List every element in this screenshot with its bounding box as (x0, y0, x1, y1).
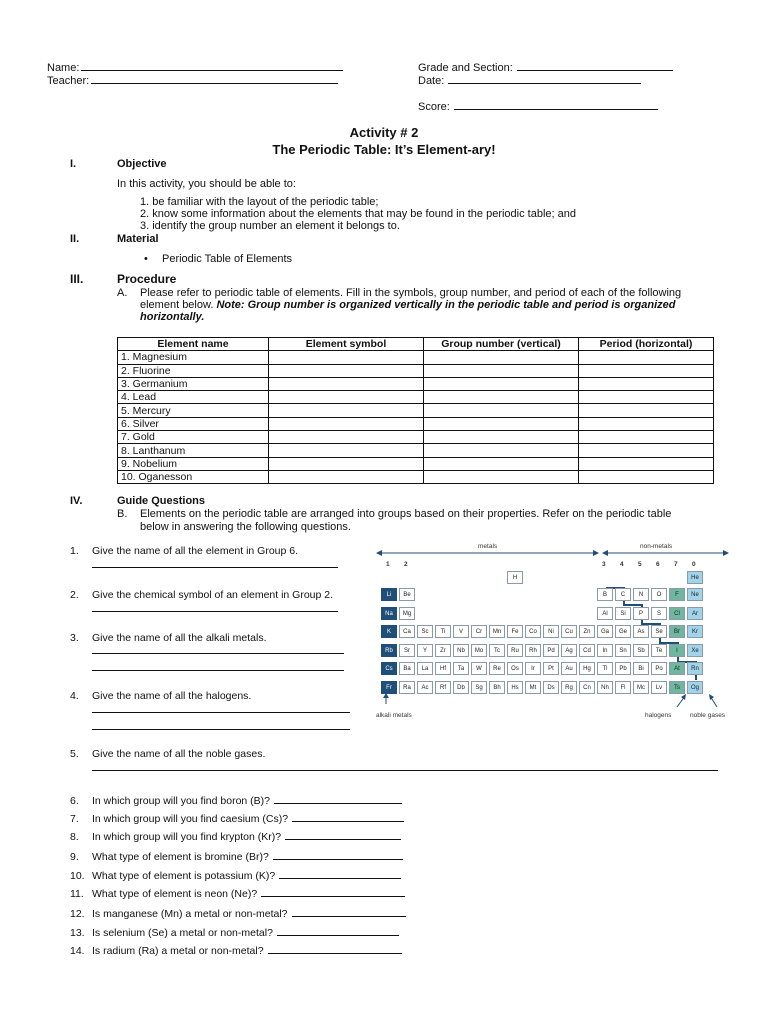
element-name-cell: 3. Germanium (118, 377, 269, 390)
element-cell: Mg (399, 607, 415, 620)
element-cell: Cl (669, 607, 685, 620)
element-cell: S (651, 607, 667, 620)
element-symbol-cell[interactable] (269, 417, 424, 430)
material-heading: Material (117, 233, 159, 245)
element-cell: Na (381, 607, 397, 620)
question-8 (70, 829, 401, 843)
element-cell: Ge (615, 625, 631, 638)
question-13 (70, 925, 399, 939)
question-number: 13. (70, 927, 85, 939)
element-cell: O (651, 588, 667, 601)
element-cell: Ir (525, 662, 541, 675)
element-symbol-cell[interactable] (269, 391, 424, 404)
procedure-a-line3: horizontally. (140, 311, 205, 323)
objective-item-1: 1. be familiar with the layout of the periodic table; (140, 196, 379, 208)
noble-gases-label: noble gases (690, 712, 726, 719)
group-number-label: 7 (674, 561, 678, 568)
col-element-symbol: Element symbol (269, 338, 424, 351)
element-cell: B (597, 588, 613, 601)
element-cell: Nb (453, 644, 469, 657)
group-number-cell[interactable] (424, 431, 579, 444)
answer-line[interactable] (268, 943, 402, 954)
question-text: Give the chemical symbol of an element in Group 2. (92, 589, 334, 601)
group-number-cell[interactable] (424, 457, 579, 470)
element-cell: H (507, 571, 523, 584)
activity-number: Activity # 2 (349, 125, 419, 140)
answer-line[interactable] (261, 886, 405, 897)
element-table (117, 337, 714, 484)
element-cell: La (417, 662, 433, 675)
question-number: 7. (70, 813, 79, 825)
group-number-label: 1 (386, 561, 390, 568)
element-cell: Rb (381, 644, 397, 657)
element-cell: Be (399, 588, 415, 601)
element-cell: Bh (489, 681, 505, 694)
answer-line[interactable] (273, 849, 403, 860)
element-cell: Nh (597, 681, 613, 694)
halogens-label: halogens (645, 712, 672, 719)
question-text: Is manganese (Mn) a metal or non-metal? (92, 908, 288, 920)
element-cell: Re (489, 662, 505, 675)
periodic-table-figure (372, 540, 744, 720)
element-cell: Ga (597, 625, 613, 638)
group-number-cell[interactable] (424, 351, 579, 364)
group-number-cell[interactable] (424, 404, 579, 417)
section-i-number: I. (70, 158, 77, 170)
group-number-cell[interactable] (424, 391, 579, 404)
table-row (118, 417, 714, 430)
element-cell: Rn (687, 662, 703, 675)
element-cell: Ts (669, 681, 685, 694)
group-number-cell[interactable] (424, 377, 579, 390)
question-number: 4. (70, 690, 79, 702)
element-name-cell: 4. Lead (118, 391, 269, 404)
element-symbol-cell[interactable] (269, 364, 424, 377)
question-7 (70, 811, 404, 825)
element-cell: W (471, 662, 487, 675)
name-field[interactable]: Name: (47, 60, 343, 74)
question-14 (70, 943, 402, 957)
group-number-cell[interactable] (424, 364, 579, 377)
guide-questions-heading: Guide Questions (117, 495, 206, 507)
element-cell: Hs (507, 681, 523, 694)
element-cell: Zn (579, 625, 595, 638)
group-number-label: 4 (620, 561, 624, 568)
element-cell: Ti (435, 625, 451, 638)
procedure-a-label: A. (117, 287, 128, 299)
element-cell: Mt (525, 681, 541, 694)
answer-line[interactable] (92, 567, 338, 568)
objective-item-2: 2. know some information about the elements that may be found in the periodic table; and (140, 208, 576, 220)
question-11 (70, 886, 405, 900)
element-cell: Ra (399, 681, 415, 694)
guide-b-line2: below in answering the following questions. (140, 521, 351, 533)
element-cell: Sr (399, 644, 415, 657)
period-cell[interactable] (579, 404, 714, 417)
element-cell: Te (651, 644, 667, 657)
section-ii-number: II. (70, 233, 80, 245)
element-cell: At (669, 662, 685, 675)
element-cell: Pb (615, 662, 631, 675)
element-name-cell: 6. Silver (118, 417, 269, 430)
question-text: Is radium (Ra) a metal or non-metal? (92, 945, 264, 957)
element-cell: Os (507, 662, 523, 675)
element-cell: V (453, 625, 469, 638)
element-cell: Ag (561, 644, 577, 657)
group-number-cell[interactable] (424, 470, 579, 483)
procedure-a-line2: element below. Note: Group number is organized vertically in the periodic table and period is organized (140, 299, 676, 311)
element-cell: Li (381, 588, 397, 601)
answer-line[interactable] (92, 611, 338, 612)
element-cell: Og (687, 681, 703, 694)
question-number: 3. (70, 632, 79, 644)
question-10 (70, 868, 401, 882)
period-cell[interactable] (579, 417, 714, 430)
element-symbol-cell[interactable] (269, 470, 424, 483)
teacher-field[interactable]: Teacher: (47, 73, 338, 87)
question-text: What type of element is neon (Ne)? (92, 888, 258, 900)
question-9 (70, 849, 403, 863)
question-text: Give the name of all the halogens. (92, 690, 252, 702)
question-4 (70, 690, 251, 702)
element-cell: Zr (435, 644, 451, 657)
element-cell: Sb (633, 644, 649, 657)
procedure-heading: Procedure (117, 272, 177, 286)
element-name-cell: 5. Mercury (118, 404, 269, 417)
question-text: What type of element is potassium (K)? (92, 870, 276, 882)
element-symbol-cell[interactable] (269, 444, 424, 457)
answer-line[interactable] (92, 653, 344, 654)
element-name-cell: 7. Gold (118, 431, 269, 444)
question-2 (70, 589, 333, 601)
group-number-label: 3 (602, 561, 606, 568)
table-row (118, 444, 714, 457)
period-cell[interactable] (579, 457, 714, 470)
period-cell[interactable] (579, 377, 714, 390)
element-cell: Rg (561, 681, 577, 694)
question-number: 6. (70, 795, 79, 807)
element-symbol-cell[interactable] (269, 351, 424, 364)
element-cell: N (633, 588, 649, 601)
table-row (118, 391, 714, 404)
element-cell: Cd (579, 644, 595, 657)
table-row (118, 457, 714, 470)
question-6 (70, 793, 402, 807)
group-number-label: 6 (656, 561, 660, 568)
element-cell: I (669, 644, 685, 657)
element-cell: Pt (543, 662, 559, 675)
question-text: What type of element is bromine (Br)? (92, 851, 269, 863)
element-cell: Cn (579, 681, 595, 694)
element-cell: Hg (579, 662, 595, 675)
element-cell: He (687, 571, 703, 584)
metals-label: metals (478, 543, 498, 550)
objective-item-3: 3. identify the group number an element it belongs to. (140, 220, 400, 232)
element-cell: Ba (399, 662, 415, 675)
period-cell[interactable] (579, 391, 714, 404)
element-cell: Al (597, 607, 613, 620)
question-text: Give the name of all the noble gases. (92, 748, 266, 760)
question-text: In which group will you find krypton (Kr)? (92, 831, 282, 843)
period-cell[interactable] (579, 364, 714, 377)
question-text: Give the name of all the element in Group 6. (92, 545, 299, 557)
procedure-a-line1: Please refer to periodic table of elements. Fill in the symbols, group number, and period of each of the following (140, 287, 682, 299)
question-number: 11. (70, 888, 84, 900)
element-cell: P (633, 607, 649, 620)
element-cell: Po (651, 662, 667, 675)
objective-heading: Objective (117, 158, 167, 170)
element-cell: Tl (597, 662, 613, 675)
element-cell: Br (669, 625, 685, 638)
element-cell: Mo (471, 644, 487, 657)
element-cell: Mc (633, 681, 649, 694)
period-cell[interactable] (579, 431, 714, 444)
material-bullet: • (144, 253, 148, 265)
group-number-label: 0 (692, 561, 696, 568)
question-number: 10. (70, 870, 85, 882)
question-3 (70, 632, 267, 644)
element-symbol-cell[interactable] (269, 431, 424, 444)
element-cell: Ni (543, 625, 559, 638)
table-header-row (118, 338, 714, 351)
element-cell: Ds (543, 681, 559, 694)
table-row (118, 470, 714, 483)
guide-b-label: B. (117, 508, 128, 520)
answer-line[interactable] (285, 829, 401, 840)
answer-line[interactable] (92, 729, 350, 730)
alkali-metals-label: alkali metals (376, 712, 412, 719)
element-cell: Ar (687, 607, 703, 620)
element-symbol-cell[interactable] (269, 377, 424, 390)
question-text: In which group will you find boron (B)? (92, 795, 271, 807)
question-number: 12. (70, 908, 85, 920)
question-number: 14. (70, 945, 85, 957)
question-number: 2. (70, 589, 79, 601)
element-cell: Co (525, 625, 541, 638)
element-name-cell: 9. Nobelium (118, 457, 269, 470)
answer-line[interactable] (274, 793, 402, 804)
element-cell: Cs (381, 662, 397, 675)
element-cell: Pd (543, 644, 559, 657)
element-cell: Mn (489, 625, 505, 638)
guide-b-line1: Elements on the periodic table are arranged into groups based on their properties. Refer on the periodic table (140, 508, 672, 520)
question-1 (70, 545, 298, 557)
col-element-name: Element name (118, 338, 269, 351)
element-cell: Ac (417, 681, 433, 694)
element-cell: As (633, 625, 649, 638)
answer-line[interactable] (292, 811, 404, 822)
group-number-cell[interactable] (424, 417, 579, 430)
element-cell: Rf (435, 681, 451, 694)
question-text: Give the name of all the alkali metals. (92, 632, 267, 644)
element-cell: In (597, 644, 613, 657)
table-row (118, 431, 714, 444)
element-cell: Kr (687, 625, 703, 638)
element-cell: Hf (435, 662, 451, 675)
non-metals-label: non-metals (640, 543, 673, 550)
element-cell: C (615, 588, 631, 601)
element-cell: Ru (507, 644, 523, 657)
answer-line[interactable] (92, 712, 350, 713)
element-cell: Fl (615, 681, 631, 694)
question-text: Is selenium (Se) a metal or non-metal? (92, 927, 273, 939)
element-cell: Au (561, 662, 577, 675)
table-row (118, 377, 714, 390)
answer-line[interactable] (279, 868, 401, 879)
score-field[interactable]: Score: (418, 99, 658, 113)
date-field[interactable]: Date: (418, 73, 641, 87)
section-iii-number: III. (70, 272, 84, 286)
group-number-label: 5 (638, 561, 642, 568)
period-cell[interactable] (579, 470, 714, 483)
element-cell: Xe (687, 644, 703, 657)
element-name-cell: 10. Oganesson (118, 470, 269, 483)
element-cell: Se (651, 625, 667, 638)
table-row (118, 364, 714, 377)
question-number: 5. (70, 748, 79, 760)
element-cell: Db (453, 681, 469, 694)
question-12 (70, 906, 406, 920)
col-group-number: Group number (vertical) (424, 338, 579, 351)
element-cell: Tc (489, 644, 505, 657)
answer-line[interactable] (92, 670, 344, 671)
element-cell: Fe (507, 625, 523, 638)
question-number: 8. (70, 831, 79, 843)
element-cell: Cu (561, 625, 577, 638)
element-cell: Ca (399, 625, 415, 638)
section-iv-number: IV. (70, 495, 83, 507)
answer-line[interactable] (277, 925, 399, 936)
element-name-cell: 8. Lanthanum (118, 444, 269, 457)
answer-line[interactable] (92, 770, 718, 771)
element-name-cell: 1. Magnesium (118, 351, 269, 364)
element-symbol-cell[interactable] (269, 457, 424, 470)
question-number: 9. (70, 851, 79, 863)
col-period: Period (horizontal) (579, 338, 714, 351)
element-cell: Si (615, 607, 631, 620)
group-number-label: 2 (404, 561, 408, 568)
period-cell[interactable] (579, 351, 714, 364)
element-symbol-cell[interactable] (269, 404, 424, 417)
element-cell: Sn (615, 644, 631, 657)
element-cell: Y (417, 644, 433, 657)
group-number-cell[interactable] (424, 444, 579, 457)
element-cell: Ne (687, 588, 703, 601)
element-cell: Rh (525, 644, 541, 657)
element-cell: Ta (453, 662, 469, 675)
element-cell: Lv (651, 681, 667, 694)
activity-title: The Periodic Table: It’s Element-ary! (272, 142, 496, 157)
grade-section-field[interactable]: Grade and Section: (418, 60, 673, 74)
table-row (118, 404, 714, 417)
question-number: 1. (70, 545, 79, 557)
material-item: Periodic Table of Elements (162, 253, 293, 265)
question-5 (70, 748, 265, 760)
element-cell: Bi (633, 662, 649, 675)
element-cell: Cr (471, 625, 487, 638)
element-cell: F (669, 588, 685, 601)
answer-line[interactable] (292, 906, 406, 917)
element-cell: Fr (381, 681, 397, 694)
element-cell: K (381, 625, 397, 638)
element-name-cell: 2. Fluorine (118, 364, 269, 377)
period-cell[interactable] (579, 444, 714, 457)
element-cell: Sg (471, 681, 487, 694)
question-text: In which group will you find caesium (Cs)? (92, 813, 289, 825)
table-row (118, 351, 714, 364)
element-cell: Sc (417, 625, 433, 638)
objective-intro: In this activity, you should be able to: (117, 178, 296, 190)
